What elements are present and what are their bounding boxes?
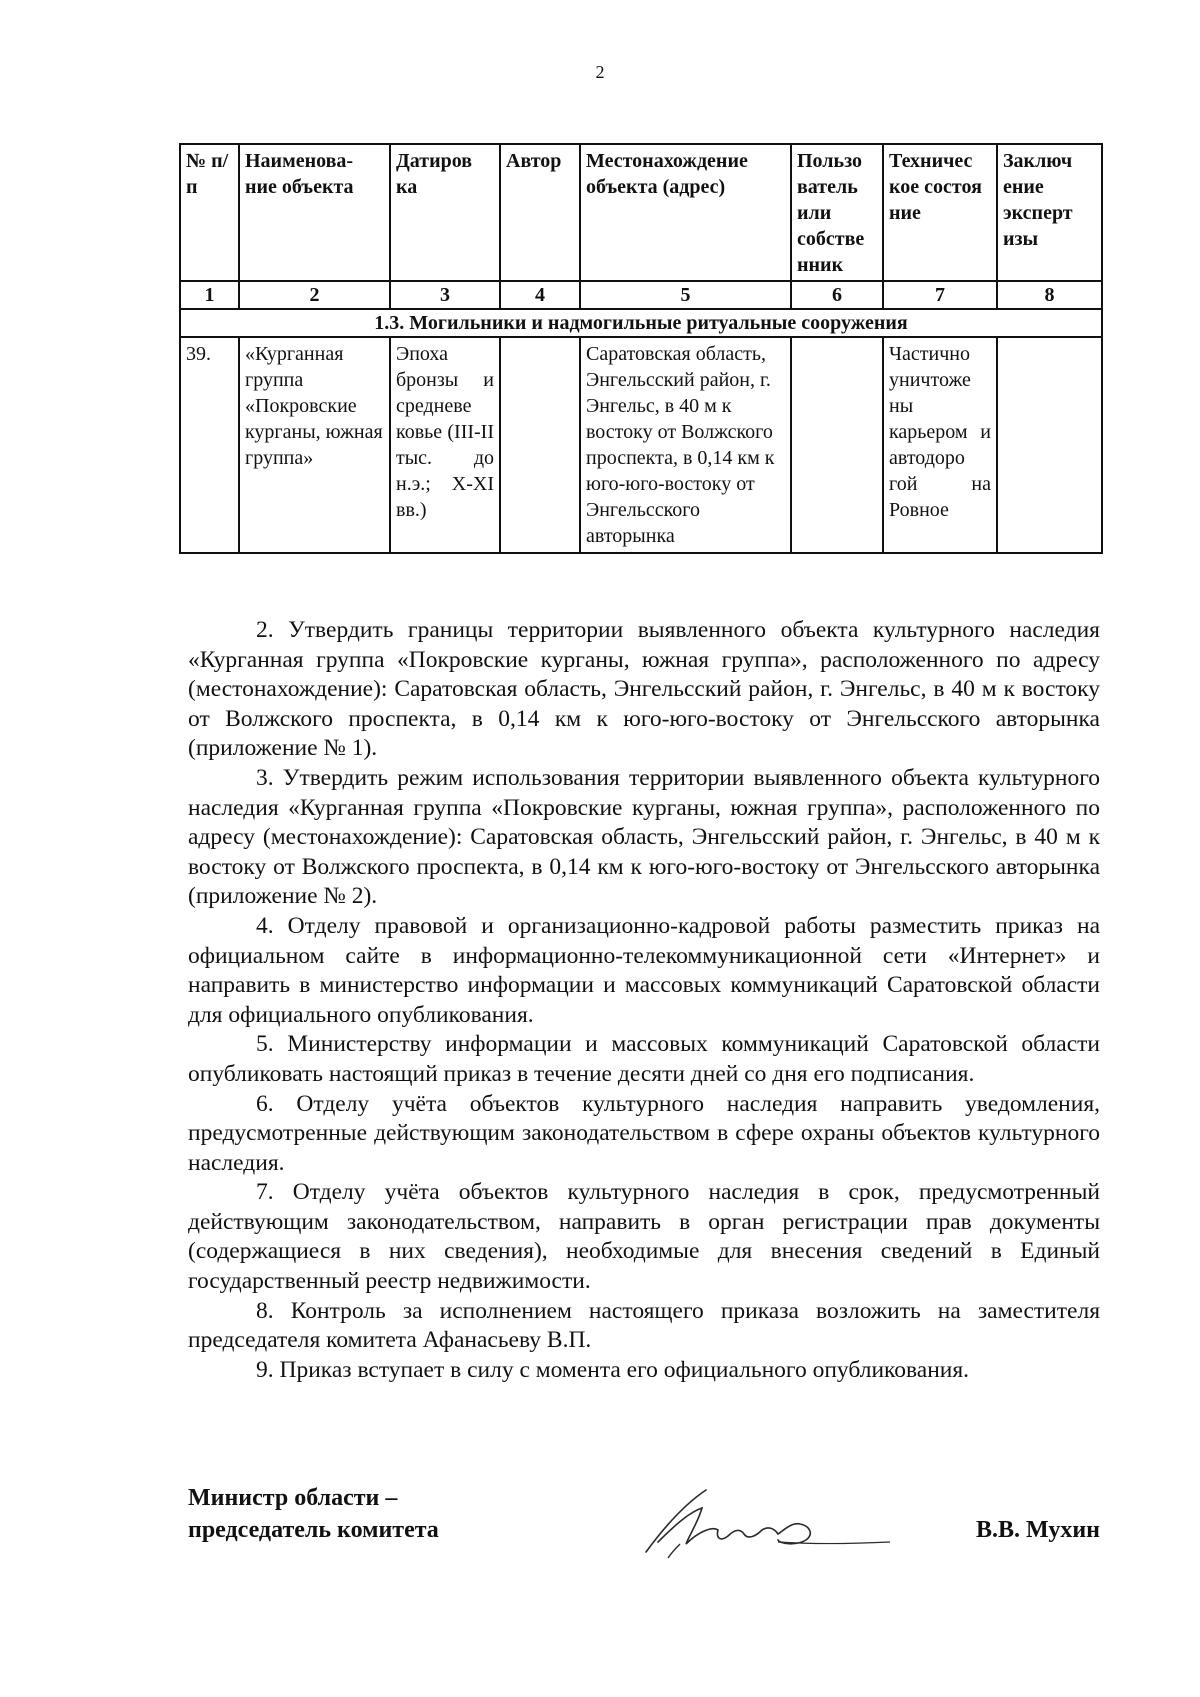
section-row	[180, 309, 1102, 337]
col-header-number: № п/п	[180, 144, 239, 281]
col-header-condition: Техничес кое состоя ние	[883, 144, 997, 281]
table-row	[180, 337, 1102, 553]
column-number: 5	[580, 281, 791, 309]
order-body	[188, 616, 1100, 1385]
paragraph-3: 3. Утвердить режим использования территории выявленного объекта культурного наследия «Курганная группа «Покровские курганы, южная группа», расположенного по адресу (местонахождение): Саратовская область, Энгельсский район, г. Энгельс, в 40 м к востоку от Волжского проспекта, в 0,14 км к юго-юго-востоку от Энгельсского авторынка (приложение № 2).	[188, 764, 1100, 910]
paragraph-9: 9. Приказ вступает в силу с момента его официального опубликования.	[256, 1356, 970, 1383]
col-header-owner: Пользо ватель или собстве нник	[791, 144, 883, 281]
row-expertise	[997, 337, 1102, 553]
paragraph-5: 5. Министерству информации и массовых коммуникаций Саратовской области опубликовать настоящий приказ в течение десяти дней со дня его подписания.	[188, 1031, 1100, 1087]
signatory-name: В.В. Мухин	[975, 1517, 1100, 1543]
handwritten-signature	[628, 1482, 908, 1562]
signatory-title	[188, 1482, 439, 1546]
column-number: 1	[180, 281, 239, 309]
signature-block	[188, 1482, 1100, 1562]
column-number-row	[180, 281, 1102, 309]
row-number: 39.	[180, 337, 239, 553]
column-number: 3	[390, 281, 500, 309]
section-title: 1.3. Могильники и надмогильные ритуальные сооружения	[180, 309, 1102, 337]
row-owner	[791, 337, 883, 553]
paragraph-8: 8. Контроль за исполнением настоящего приказа возложить на заместителя председателя комитета Афанасьеву В.П.	[188, 1297, 1100, 1354]
column-number: 2	[239, 281, 390, 309]
table-header-row	[180, 144, 1102, 281]
signatory-title-line2: председатель комитета	[188, 1517, 439, 1543]
col-header-author: Автор	[500, 144, 580, 281]
col-header-location: Местонахождение объекта (адрес)	[580, 144, 791, 281]
col-header-dating: Датиров ка	[390, 144, 500, 281]
paragraph-6: 6. Отделу учёта объектов культурного наследия направить уведомления, предусмотренные действующим законодательством в сфере охраны объектов культурного наследия.	[188, 1090, 1100, 1176]
column-number: 7	[883, 281, 997, 309]
col-header-name: Наименова-ние объекта	[239, 144, 390, 281]
paragraph-2: 2. Утвердить границы территории выявленного объекта культурного наследия «Курганная группа «Покровские курганы, южная группа», расположенного по адресу (местонахождение): Саратовская область, Энгельсский район, г. Энгельс, в 40 м к востоку от Волжского проспекта, в 0,14 км к юго-юго-востоку от Энгельсского авторынка (приложение № 1).	[188, 617, 1100, 762]
row-location: Саратовская область, Энгельсский район, г. Энгельс, в 40 м к востоку от Волжского проспекта, в 0,14 км к юго-юго-востоку от Энгельсского авторынка	[580, 337, 791, 553]
row-object-name: «Курганная группа «Покровские курганы, южная группа»	[239, 337, 390, 553]
signatory-title-line1: Министр области –	[188, 1485, 398, 1511]
heritage-registry-table	[179, 143, 1103, 554]
paragraph-7: 7. Отделу учёта объектов культурного наследия в срок, предусмотренный действующим законодательством, направить в орган регистрации прав документы (содержащиеся в них сведения), необходимые для внесения сведений в Единый государственный реестр недвижимости.	[188, 1179, 1100, 1295]
row-author	[500, 337, 580, 553]
paragraph-4: 4. Отделу правовой и организационно-кадровой работы разместить приказ на официальном сайте в информационно-телекоммуникационной сети «Интернет» и направить в министерство информации и массовых коммуникаций Саратовской области для официального опубликования.	[188, 912, 1100, 1028]
row-condition: Частично уничтоже ны карьером и автодоро гой на Ровное	[883, 337, 997, 553]
col-header-expertise: Заключ ение эксперт изы	[997, 144, 1102, 281]
column-number: 6	[791, 281, 883, 309]
column-number: 8	[997, 281, 1102, 309]
row-dating: Эпоха бронзы и средневе ковье (III-II тыс. до н.э.; X-XI вв.)	[390, 337, 500, 553]
column-number: 4	[500, 281, 580, 309]
page-number: 2	[595, 62, 605, 82]
